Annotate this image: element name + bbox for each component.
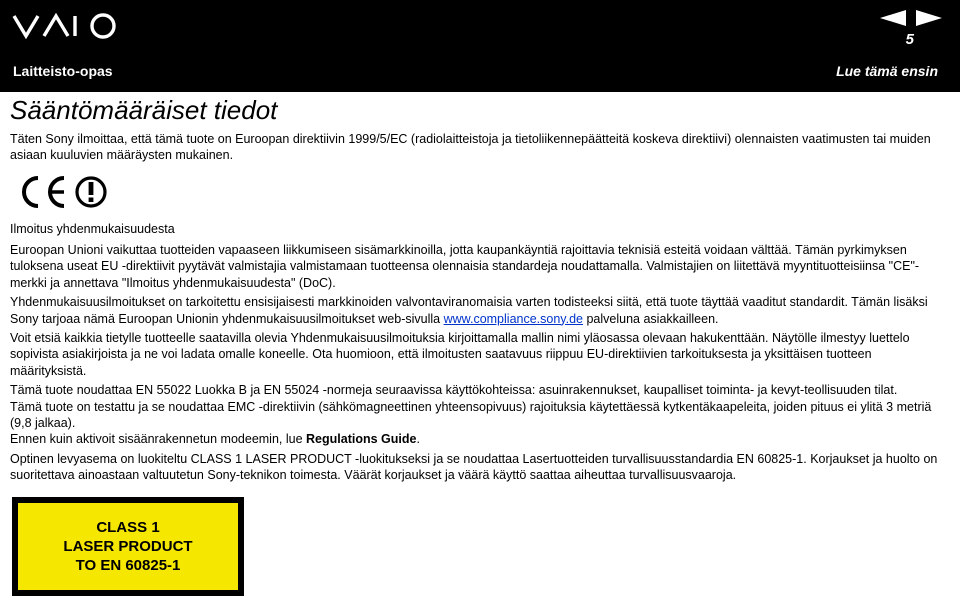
conformity-paragraph: Euroopan Unioni vaikuttaa tuotteiden vapaaseen liikkumiseen sisämarkkinoilla, jotta kaupankäyntiä rajoittavia teknisiä esteitä voidaan välttää. Tämän pyrkimyksen tuloksena useat EU -direktiivit pyytävät valmistajia valmistamaan tuotteensa olennaisia standardeja noudattamalla. Valmistajien on liitettävä myyntituotteisiinsa "CE"-merkki ja annettava "Ilmoitus yhdenmukaisuudesta" (DoC). [10,243,920,290]
back-arrow-icon[interactable] [880,10,906,26]
read-first-link[interactable]: Lue tämä ensin [836,63,938,79]
laser-paragraph: Optinen levyasema on luokiteltu CLASS 1 LASER PRODUCT -luokitukseksi ja se noudattaa Lasertuotteiden turvallisuusstandardia EN 60825-1. Korjaukset ja huolto on suoritettava ainoastaan valtuutetun Sony-teknikon toimesta. Väärät korjaukset ja väärä käyttö saattaa aiheuttaa turvallisuusvaaroja. [10,451,938,482]
vaio-logo[interactable] [12,10,122,42]
guide-link[interactable]: Laitteisto-opas [13,63,113,79]
modem-text: Ennen kuin aktivoit sisäänrakennetun modeemin, lue [10,431,307,446]
forward-arrow-icon[interactable] [916,10,942,26]
page-number: 5 [905,31,914,48]
emc-line: Tämä tuote on testattu ja se noudattaa EMC -direktiivin (sähkömagneettinen yhteensopivuus) rajoituksia käytettäessä kytkentäkaapeleita, joiden pituus ei ylitä 3 metriä (9,8 jalkaa). [10,399,932,430]
compliance-link[interactable]: www.compliance.sony.de [443,311,583,326]
section-heading: Ilmoitus yhdenmukaisuudesta [10,222,175,236]
regulations-guide-ref: Regulations Guide [306,431,417,446]
search-paragraph: Voit etsiä kaikkia tietylle tuotteelle saatavilla olevia Yhdenmukaisuusilmoituksia kirjoittamalla mallin nimi yläosassa olevaan hakukenttään. Näytölle ilmestyy luettelo sopivista asiakirjoista ja ne voi ladata omalle koneelle. Ota huomioon, että ilmoitusten saatavuus riippuu EU-direktiivien tarkoituksesta ja yksittäisen tuotteen määrityksistä. [10,331,910,378]
declaration-text: Yhdenmukaisuusilmoitukset on tarkoitettu ensisijaisesti markkinoiden valvontaviranomaisia varten todisteeksi siitä, että tuote täyttää vaaditut standardit. Tämän lisäksi Sony tarjoaa nämä Euroopan Unionin yhdenmukaisuusilmoitukset web-sivulla [10,295,928,326]
header-bar [0,0,960,92]
laser-label-line1: CLASS 1 [96,519,160,536]
main-content [10,221,945,487]
declaration-paragraph [10,294,945,326]
modem-paragraph [10,431,945,447]
standards-paragraph [10,382,945,398]
ce-mark-icon [18,175,108,209]
declaration-text-end: palveluna asiakkailleen. [583,311,719,326]
laser-class-label [12,497,244,596]
modem-text-end: . [416,431,420,446]
standards-line: Tämä tuote noudattaa EN 55022 Luokka B ja EN 55024 -normeja seuraavissa käyttökohteissa: asuinrakennukset, kaupalliset toiminta- ja kevyt-teollisuuden tilat. [10,383,898,398]
laser-label-line3: TO EN 60825-1 [75,557,181,574]
compliance-marks [18,175,108,209]
laser-label-line2: LASER PRODUCT [63,538,193,555]
page-title: Sääntömääräiset tiedot [10,95,278,125]
emc-paragraph [10,399,945,431]
intro-paragraph: Täten Sony ilmoittaa, että tämä tuote on Euroopan direktiivin 1999/5/EC (radiolaitteistoja ja tietoliikennepäätteitä koskeva direktiivi) olennaisten vaatimusten tai muiden asiaan kuuluvien määräysten mukainen. [10,132,931,163]
